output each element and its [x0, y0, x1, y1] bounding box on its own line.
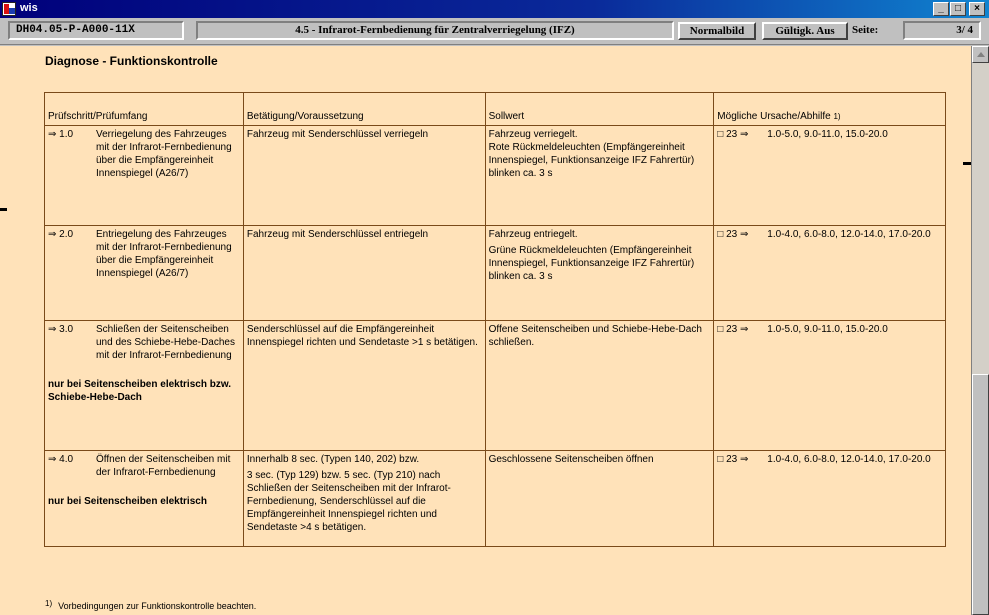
column-header: [714, 93, 946, 126]
document-id-field: DH04.05-P-A000-11X: [8, 21, 184, 40]
page-number-field: 3/ 4: [903, 21, 981, 40]
document-title-field: 4.5 - Infrarot-Fernbedienung für Zentralverriegelung (IFZ): [196, 21, 674, 40]
cause-reference: □ 23 ⇒: [717, 454, 749, 465]
table-header-row: [45, 93, 946, 126]
cause-links[interactable]: 1.0-4.0, 6.0-8.0, 12.0-14.0, 17.0-20.0: [767, 454, 931, 465]
table-row: [45, 321, 946, 451]
cause-reference: □ 23 ⇒: [717, 324, 749, 335]
step-cell: [45, 126, 244, 226]
vertical-scrollbar[interactable]: [971, 46, 989, 615]
target-text: Geschlossene Seitenscheiben öffnen: [488, 454, 654, 465]
table-row: [45, 226, 946, 321]
footnote: [45, 599, 256, 611]
action-text: Fahrzeug mit Senderschlüssel entriegeln: [246, 229, 429, 240]
column-header: Betätigung/Voraussetzung: [243, 93, 485, 126]
cause-reference: □ 23 ⇒: [717, 229, 749, 240]
step-description: Schließen der Seitenscheiben und des Schiebe-Hebe-Daches mit der Infrarot-Fernbedienung: [96, 324, 235, 361]
action-cell: [243, 126, 485, 226]
table-row: [45, 126, 946, 226]
target-detail: Grüne Rückmeldeleuchten (Empfängereinheit Innenspiegel, Funktionsanzeige IFZ Fahrertür) blinken ca. 3 s: [488, 245, 695, 282]
cause-cell: [714, 126, 946, 226]
step-description: Öffnen der Seitenscheiben mit der Infrarot-Fernbedienung: [96, 454, 231, 478]
target-text: Fahrzeug entriegelt.: [488, 229, 578, 240]
target-cell: [485, 321, 714, 451]
minimize-button[interactable]: _: [933, 2, 949, 16]
title-bar: [0, 0, 989, 18]
action-detail: 3 sec. (Typ 129) bzw. 5 sec. (Typ 210) nach Schließen der Seitenscheiben mit der Infrarot-Fernbedienung, Senderschlüssel auf die Empfängereinheit Innenspiegel richten und Sendetaste >4 s betätigen.: [246, 470, 451, 533]
footnote-reference: 1): [833, 112, 841, 121]
maximize-button[interactable]: □: [950, 2, 966, 16]
target-cell: [485, 126, 714, 226]
step-cell: [45, 226, 244, 321]
cause-links[interactable]: 1.0-5.0, 9.0-11.0, 15.0-20.0: [767, 324, 888, 335]
step-cell: [45, 451, 244, 547]
footnote-text: Vorbedingungen zur Funktionskontrolle beachten.: [58, 601, 257, 611]
action-cell: [243, 451, 485, 547]
step-number: ⇒ 4.0: [48, 454, 74, 465]
footnote-mark: 1): [45, 599, 53, 608]
action-cell: [243, 321, 485, 451]
margin-marker: [0, 208, 7, 211]
action-cell: [243, 226, 485, 321]
validity-button[interactable]: Gültigk. Aus: [762, 22, 848, 40]
action-text: Senderschlüssel auf die Empfängereinheit Innenspiegel richten und Sendetaste >1 s betätigen.: [246, 324, 478, 348]
document-toolbar: [0, 18, 989, 45]
step-number: ⇒ 2.0: [48, 229, 74, 240]
cause-links[interactable]: 1.0-5.0, 9.0-11.0, 15.0-20.0: [767, 129, 888, 140]
scroll-thumb[interactable]: [972, 374, 989, 615]
step-note: nur bei Seitenscheiben elektrisch bzw. Schiebe-Hebe-Dach: [48, 379, 232, 403]
cause-cell: [714, 451, 946, 547]
window-title: wis: [20, 2, 38, 14]
action-text: Innerhalb 8 sec. (Typen 140, 202) bzw.: [246, 454, 420, 465]
cause-links[interactable]: 1.0-4.0, 6.0-8.0, 12.0-14.0, 17.0-20.0: [767, 229, 931, 240]
column-header: Sollwert: [485, 93, 714, 126]
step-cell: [45, 321, 244, 451]
document-view: [0, 46, 971, 615]
column-header-label: Mögliche Ursache/Abhilfe: [717, 111, 831, 122]
cause-reference: □ 23 ⇒: [717, 129, 749, 140]
target-text: Fahrzeug verriegelt.: [488, 129, 578, 140]
step-number: ⇒ 1.0: [48, 129, 74, 140]
step-number: ⇒ 3.0: [48, 324, 74, 335]
step-description: Verriegelung des Fahrzeuges mit der Infrarot-Fernbedienung über die Empfängereinheit Innenspiegel (A26/7): [96, 129, 232, 179]
close-button[interactable]: ×: [969, 2, 985, 16]
table-row: [45, 451, 946, 547]
cause-cell: [714, 226, 946, 321]
diagnosis-table: [44, 92, 946, 547]
target-text: Offene Seitenscheiben und Schiebe-Hebe-Dach schließen.: [488, 324, 702, 348]
normalbild-button[interactable]: Normalbild: [678, 22, 756, 40]
cause-cell: [714, 321, 946, 451]
step-description: Entriegelung des Fahrzeuges mit der Infrarot-Fernbedienung über die Empfängereinheit Innenspiegel (A26/7): [96, 229, 232, 279]
page-title: Diagnose - Funktionskontrolle: [45, 54, 218, 68]
page-label: Seite:: [852, 24, 879, 36]
target-cell: [485, 226, 714, 321]
app-icon: [2, 2, 16, 16]
step-note: nur bei Seitenscheiben elektrisch: [48, 496, 207, 507]
scroll-up-arrow[interactable]: [972, 46, 989, 63]
column-header: Prüfschritt/Prüfumfang: [45, 93, 244, 126]
margin-marker: [963, 162, 971, 165]
target-detail: Rote Rückmeldeleuchten (Empfängereinheit Innenspiegel, Funktionsanzeige IFZ Fahrertür) blinken ca. 3 s: [488, 142, 695, 179]
action-text: Fahrzeug mit Senderschlüssel verriegeln: [246, 129, 429, 140]
target-cell: [485, 451, 714, 547]
